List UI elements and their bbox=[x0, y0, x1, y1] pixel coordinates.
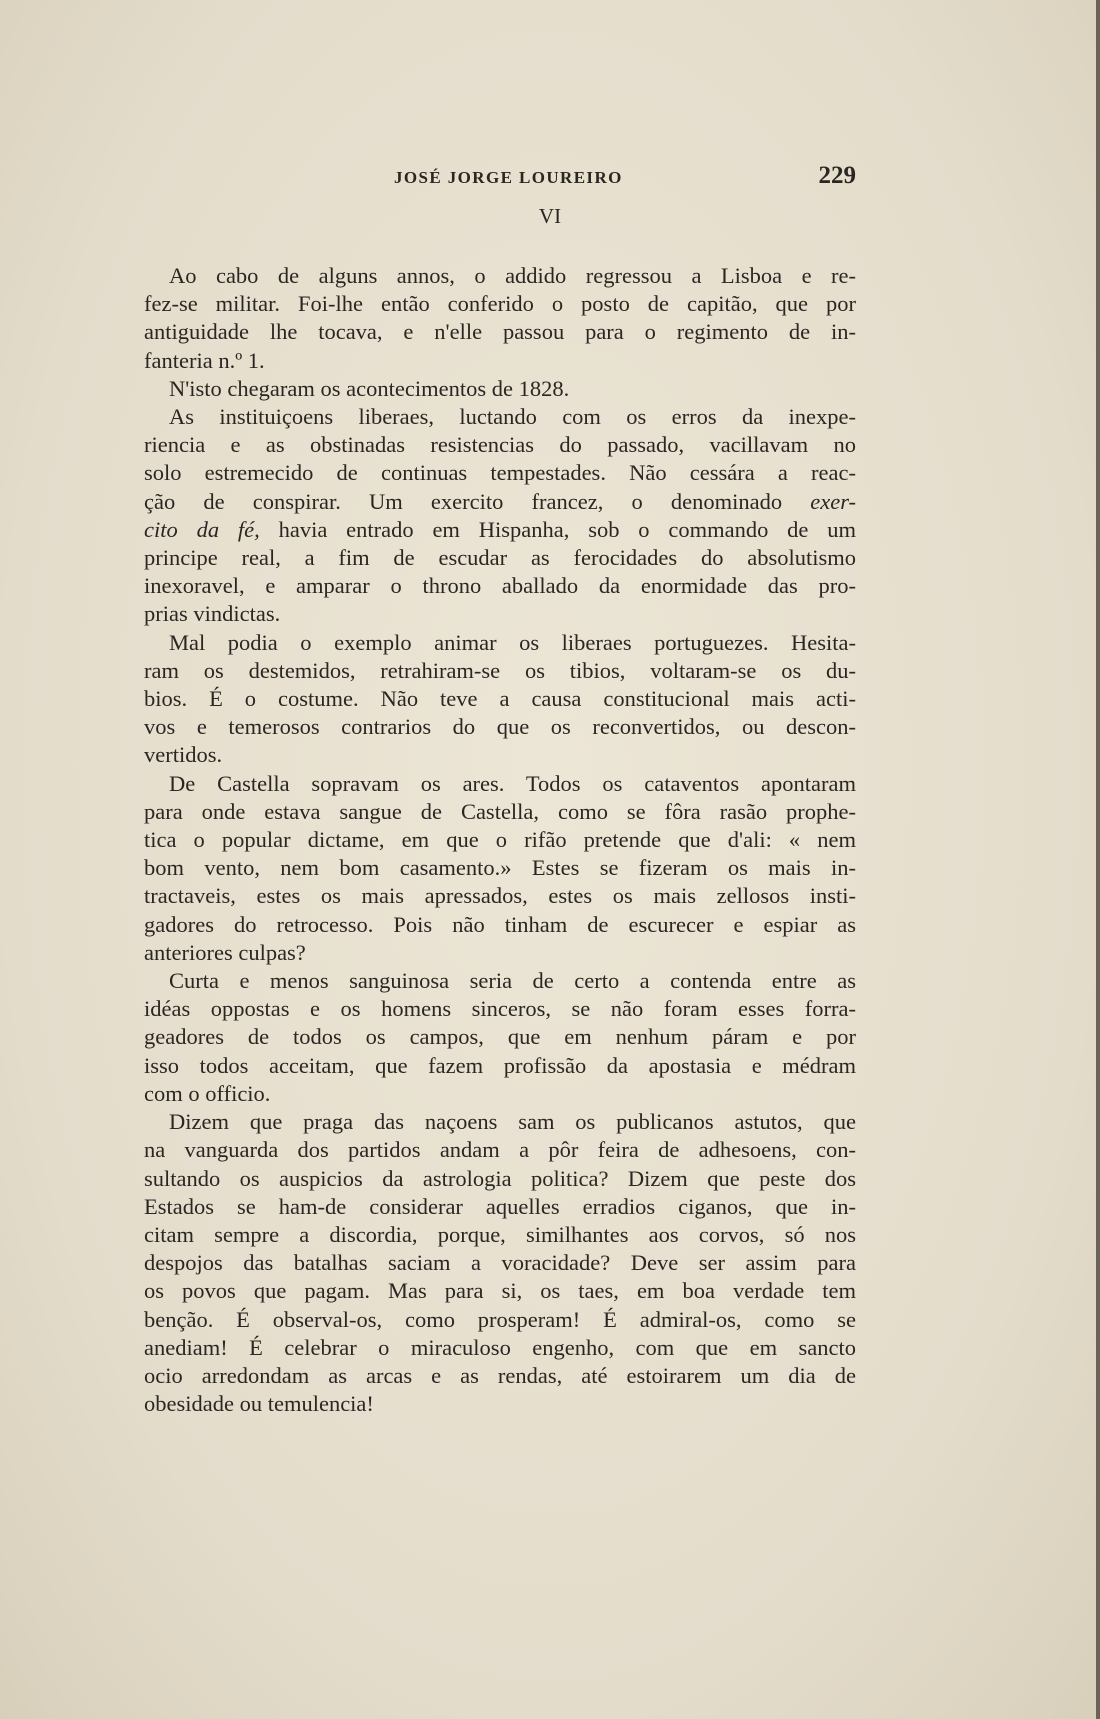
text-line: inexoravel, e amparar o throno aballado da enormidade das pro- bbox=[144, 573, 856, 599]
page-header bbox=[146, 162, 856, 196]
text-line: bom vento, nem bom casamento.» Estes se fizeram os mais in- bbox=[144, 855, 856, 881]
paragraph bbox=[144, 770, 856, 967]
text-line: Curta e menos sanguinosa seria de certo a contenda entre as bbox=[169, 968, 856, 994]
paragraph bbox=[144, 967, 856, 1108]
text-line: os povos que pagam. Mas para si, os taes, em boa verdade tem bbox=[144, 1278, 856, 1304]
paragraph bbox=[144, 375, 856, 403]
text-line: despojos das batalhas saciam a voracidade? Deve ser assim para bbox=[144, 1250, 856, 1276]
text-line: Ao cabo de alguns annos, o addido regressou a Lisboa e re- bbox=[169, 263, 856, 288]
text-line: principe real, a fim de escudar as ferocidades do absolutismo bbox=[144, 545, 856, 571]
text-line: com o officio. bbox=[144, 1080, 271, 1106]
text-line: De Castella sopravam os ares. Todos os cataventos apontaram bbox=[169, 770, 856, 796]
text-line: sultando os auspicios da astrologia politica? Dizem que peste dos bbox=[144, 1165, 856, 1191]
text-line: isso todos acceitam, que fazem profissão da apostasia e médram bbox=[144, 1052, 856, 1078]
text-line: Estados se ham-de considerar aquelles erradios ciganos, que in- bbox=[144, 1193, 856, 1219]
text-line: fez-se militar. Foi-lhe então conferido o posto de capitão, que por bbox=[144, 291, 856, 317]
text-line: ram os destemidos, retrahiram-se os tibios, voltaram-se os du- bbox=[144, 657, 856, 683]
text-line: Mal podia o exemplo animar os liberaes portuguezes. Hesita- bbox=[169, 629, 856, 655]
paragraph bbox=[144, 403, 856, 629]
running-title: JOSÉ JORGE LOUREIRO bbox=[394, 168, 623, 187]
text-line: vertidos. bbox=[144, 742, 223, 768]
text-line: bios. É o costume. Não teve a causa constitucional mais acti- bbox=[144, 686, 856, 712]
text-line: N'isto chegaram os acontecimentos de 1828. bbox=[169, 375, 570, 401]
body-text bbox=[144, 262, 856, 1418]
text-line: antiguidade lhe tocava, e n'elle passou para o regimento de in- bbox=[144, 319, 856, 345]
page-edge bbox=[1096, 0, 1100, 1719]
text-line: fanteria n.º 1. bbox=[144, 347, 265, 373]
text-line: idéas oppostas e os homens sinceros, se não foram esses forra- bbox=[144, 996, 856, 1022]
text-line: prias vindictas. bbox=[144, 601, 281, 627]
text-line: geadores de todos os campos, que em nenhum páram e por bbox=[144, 1024, 856, 1050]
paragraph bbox=[144, 629, 856, 770]
text-line: tica o popular dictame, em que o rifão pretende que d'ali: « nem bbox=[144, 827, 856, 853]
chapter-heading: VI bbox=[538, 204, 562, 228]
text-line: para onde estava sangue de Castella, como se fôra rasão prophe- bbox=[144, 798, 856, 824]
text-line: tractaveis, estes os mais apressados, estes os mais zellosos insti- bbox=[144, 883, 856, 909]
paragraph bbox=[144, 1108, 856, 1418]
text-line: riencia e as obstinadas resistencias do passado, vacillavam no bbox=[144, 432, 856, 458]
text-line: na vanguarda dos partidos andam a pôr feira de adhesoens, con- bbox=[144, 1137, 856, 1163]
page-number: 229 bbox=[818, 162, 856, 189]
text-line: vos e temerosos contrarios do que os reconvertidos, ou descon- bbox=[144, 714, 856, 740]
text-line: Dizem que praga das naçoens sam os publicanos astutos, que bbox=[169, 1109, 856, 1135]
text-line: obesidade ou temulencia! bbox=[144, 1391, 374, 1417]
text-line: gadores do retrocesso. Pois não tinham de escurecer e espiar as bbox=[144, 911, 856, 937]
text-line: As instituiçoens liberaes, luctando com os erros da inexpe- bbox=[169, 404, 856, 430]
text-line: anteriores culpas? bbox=[144, 939, 306, 965]
text-line: benção. É observal-os, como prosperam! É admiral-os, como se bbox=[144, 1306, 856, 1332]
text-line: citam sempre a discordia, porque, similhantes aos corvos, só nos bbox=[144, 1221, 856, 1247]
text-line: solo estremecido de continuas tempestades. Não cessára a reac- bbox=[144, 460, 856, 486]
text-line: cito da fé, havia entrado em Hispanha, sob o commando de um bbox=[144, 516, 856, 542]
text-line: anediam! É celebrar o miraculoso engenho, com que em sancto bbox=[144, 1334, 856, 1360]
text-line: ção de conspirar. Um exercito francez, o denominado exer- bbox=[144, 488, 856, 514]
text-line: ocio arredondam as arcas e as rendas, até estoirarem um dia de bbox=[144, 1362, 856, 1388]
paragraph bbox=[144, 262, 856, 375]
